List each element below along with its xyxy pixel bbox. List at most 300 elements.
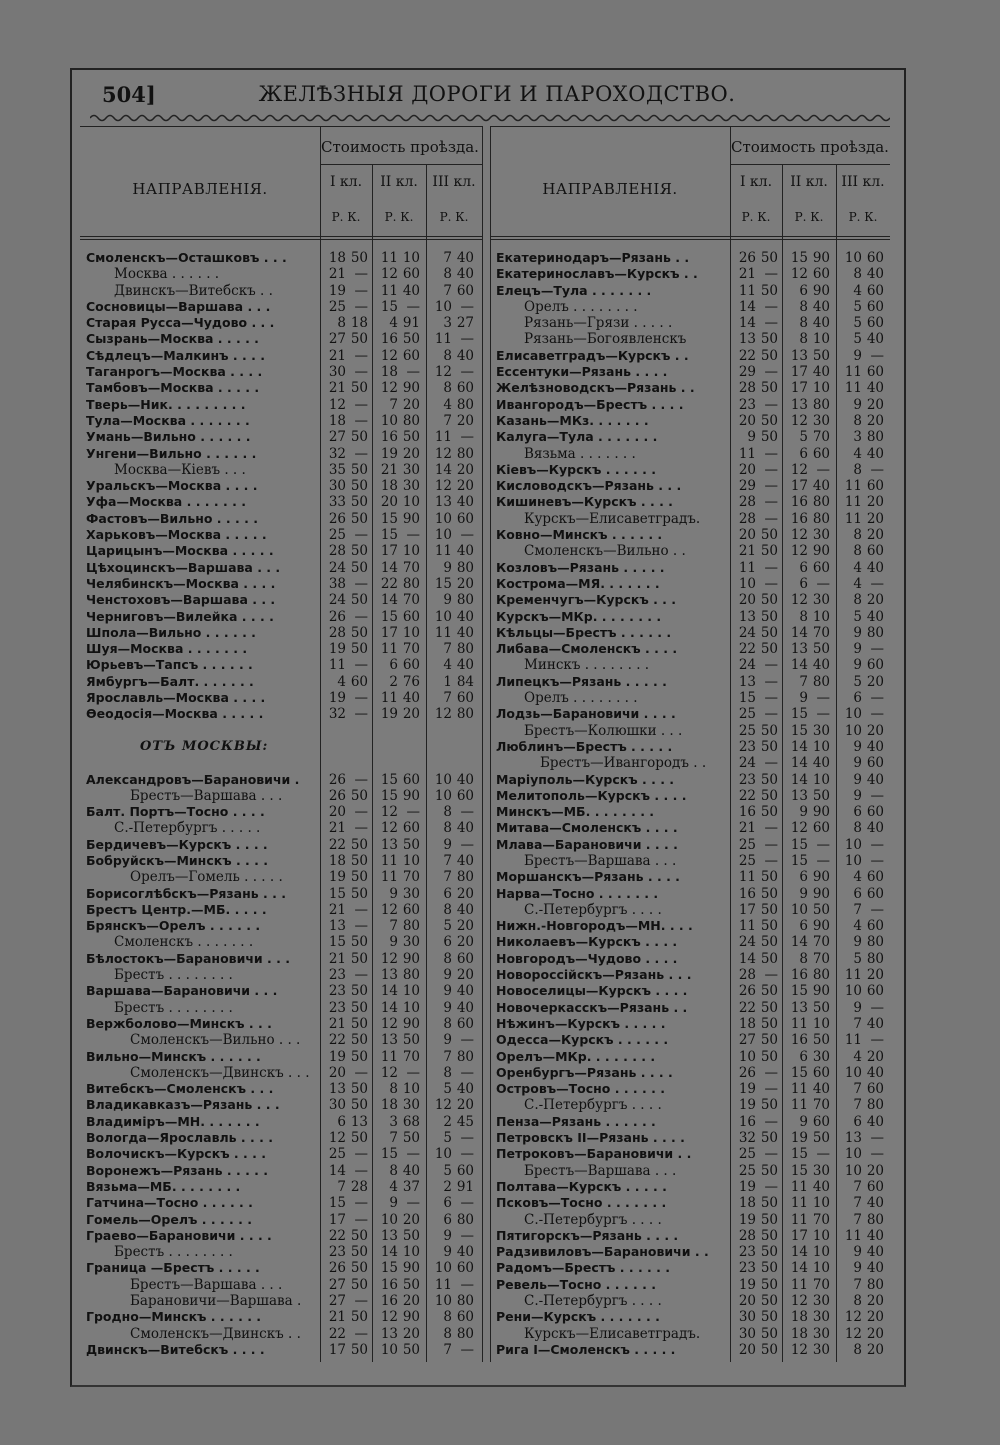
table-row xyxy=(490,1342,890,1358)
rule xyxy=(482,126,483,1362)
table-row xyxy=(490,527,890,543)
fare-kopecks: 40 xyxy=(866,608,884,625)
route-name: Фастовъ—Вильно . . . . . xyxy=(86,510,258,526)
table-row xyxy=(80,788,480,804)
fare-rubles: 9 xyxy=(443,1032,452,1049)
fare-kopecks: 20 xyxy=(866,527,884,544)
table-row xyxy=(80,1081,480,1097)
fare-kopecks: 50 xyxy=(760,527,778,544)
fare-rubles: 11 xyxy=(738,559,756,576)
fare-rubles: 15 xyxy=(790,836,808,853)
page-header xyxy=(102,80,892,110)
route-name: Москва . . . . . . xyxy=(114,266,220,283)
table-row xyxy=(80,364,480,380)
fare-rubles: 15 xyxy=(328,885,346,902)
route-name: Смоленскъ—Двинскъ . . . xyxy=(130,1064,310,1081)
fare-kopecks: 60 xyxy=(866,804,884,821)
fare-kopecks: 40 xyxy=(402,282,420,299)
class1-units: Р. К. xyxy=(331,210,361,224)
fare-rubles: 26 xyxy=(738,250,756,266)
fare-rubles: 9 xyxy=(853,657,862,674)
table-row xyxy=(80,250,480,266)
route-name: Владиміръ—МН. . . . . . . xyxy=(86,1113,260,1129)
fare-kopecks: — xyxy=(354,967,368,984)
fare-kopecks: 50 xyxy=(350,950,368,967)
fare-kopecks: — xyxy=(816,1146,830,1163)
route-name: Царицынъ—Москва . . . . . xyxy=(86,543,274,559)
table-row xyxy=(80,315,480,331)
table-row xyxy=(80,902,480,918)
fare-kopecks: 50 xyxy=(350,1341,368,1358)
route-name: Псковъ—Тосно . . . . . . . xyxy=(496,1195,667,1211)
fare-rubles: 11 xyxy=(738,445,756,462)
fare-kopecks: 50 xyxy=(760,869,778,886)
fare-rubles: 8 xyxy=(853,1341,862,1358)
table-row xyxy=(80,1260,480,1276)
fare-rubles: 10 xyxy=(380,1211,398,1228)
fare-kopecks: — xyxy=(460,1064,474,1081)
table-row xyxy=(490,690,890,706)
table-row xyxy=(80,429,480,445)
fare-rubles: 8 xyxy=(799,315,808,332)
table-row xyxy=(80,739,480,755)
route-name: Ессентуки—Рязань . . . . xyxy=(496,364,668,380)
fare-kopecks: 20 xyxy=(402,445,420,462)
fare-rubles: 12 xyxy=(790,527,808,544)
fare-rubles: 35 xyxy=(328,461,346,478)
table-row xyxy=(490,625,890,641)
fare-rubles: 18 xyxy=(790,1325,808,1342)
fare-rubles: 15 xyxy=(328,934,346,951)
fare-rubles: 4 xyxy=(443,396,452,413)
fare-kopecks: 80 xyxy=(456,559,474,576)
table-row xyxy=(490,755,890,771)
fare-rubles: 25 xyxy=(738,1162,756,1179)
fare-kopecks: 60 xyxy=(866,282,884,299)
fare-rubles: 23 xyxy=(738,396,756,413)
table-row xyxy=(490,1326,890,1342)
route-name: Калуга—Тула . . . . . . . xyxy=(496,429,658,445)
fare-kopecks: 70 xyxy=(812,1276,830,1293)
fare-rubles: 23 xyxy=(328,967,346,984)
fare-kopecks: 70 xyxy=(812,1211,830,1228)
route-name: Барановичи—Варшава . xyxy=(130,1293,302,1309)
fare-rubles: 15 xyxy=(380,771,398,788)
fare-rubles: 11 xyxy=(844,364,862,381)
fare-kopecks: 50 xyxy=(350,592,368,609)
fare-rubles: 15 xyxy=(790,852,808,869)
fare-kopecks: — xyxy=(870,575,884,592)
fare-kopecks: 18 xyxy=(350,315,368,332)
fare-kopecks: 60 xyxy=(866,364,884,381)
class2-header: II кл. xyxy=(380,174,418,190)
fare-rubles: 6 xyxy=(799,1048,808,1065)
fare-rubles: 8 xyxy=(443,950,452,967)
fare-kopecks: 60 xyxy=(456,1015,474,1032)
fare-kopecks: 80 xyxy=(812,510,830,527)
fare-rubles: 8 xyxy=(853,412,862,429)
fare-kopecks: 40 xyxy=(866,738,884,755)
fare-kopecks: 40 xyxy=(866,1064,884,1081)
fare-kopecks: — xyxy=(870,641,884,658)
fare-kopecks: 20 xyxy=(456,885,474,902)
fare-rubles: 30 xyxy=(328,478,346,495)
route-name: Брестъ—Варшава . . . xyxy=(130,787,283,804)
fare-rubles: 24 xyxy=(738,934,756,951)
fare-kopecks: 80 xyxy=(456,396,474,413)
fare-rubles: 6 xyxy=(799,282,808,299)
fare-rubles: 26 xyxy=(328,787,346,804)
fare-rubles: 25 xyxy=(738,722,756,739)
fare-rubles: 7 xyxy=(443,1341,452,1358)
fare-rubles: 14 xyxy=(380,559,398,576)
fare-kopecks: 50 xyxy=(760,1097,778,1114)
route-name: Новгородъ—Чудово . . . . xyxy=(496,950,678,966)
fare-kopecks: — xyxy=(764,396,778,413)
fare-rubles: 24 xyxy=(738,624,756,641)
fare-kopecks: 90 xyxy=(402,787,420,804)
route-name: Моршанскъ—Рязань . . . . xyxy=(496,869,680,885)
table-row xyxy=(80,755,480,771)
fare-rubles: 14 xyxy=(790,934,808,951)
fare-rubles: 7 xyxy=(853,1015,862,1032)
fare-rubles: 10 xyxy=(844,983,862,1000)
fare-rubles: 14 xyxy=(380,983,398,1000)
fare-kopecks: 90 xyxy=(812,804,830,821)
table-row xyxy=(80,772,480,788)
fare-rubles: 20 xyxy=(328,1064,346,1081)
table-row xyxy=(80,641,480,657)
fare-rubles: 10 xyxy=(844,250,862,266)
fare-kopecks: 40 xyxy=(456,250,474,266)
table-row xyxy=(490,1146,890,1162)
fare-kopecks: 40 xyxy=(402,690,420,707)
fare-rubles: 7 xyxy=(443,250,452,266)
fare-kopecks: 40 xyxy=(866,820,884,837)
fare-kopecks: 50 xyxy=(760,429,778,446)
fare-rubles: 22 xyxy=(328,1032,346,1049)
table-row xyxy=(490,266,890,282)
table-row xyxy=(490,1228,890,1244)
fare-kopecks: — xyxy=(764,706,778,723)
class1-units: Р. К. xyxy=(741,210,771,224)
fare-kopecks: 10 xyxy=(812,771,830,788)
cost-header: Стоимость проѣзда. xyxy=(731,138,889,156)
fare-kopecks: 10 xyxy=(812,608,830,625)
fare-kopecks: — xyxy=(460,1130,474,1147)
route-name: Таганрогъ—Москва . . . . xyxy=(86,364,263,380)
fare-rubles: 4 xyxy=(443,657,452,674)
fare-rubles: 30 xyxy=(738,1309,756,1326)
fare-rubles: 2 xyxy=(389,673,398,690)
fare-kopecks: 60 xyxy=(456,1162,474,1179)
fare-kopecks: 13 xyxy=(350,1113,368,1130)
fare-kopecks: 70 xyxy=(812,950,830,967)
fare-rubles: 22 xyxy=(738,999,756,1016)
fare-rubles: 9 xyxy=(853,755,862,772)
fare-rubles: 28 xyxy=(328,624,346,641)
fare-rubles: 22 xyxy=(380,575,398,592)
fare-rubles: 2 xyxy=(443,1113,452,1130)
fare-rubles: 20 xyxy=(380,494,398,511)
fare-kopecks: 60 xyxy=(456,510,474,527)
fare-kopecks: 30 xyxy=(812,412,830,429)
fare-kopecks: — xyxy=(870,836,884,853)
fare-kopecks: — xyxy=(460,298,474,315)
fare-kopecks: 50 xyxy=(760,347,778,364)
fare-kopecks: — xyxy=(354,412,368,429)
route-name: Орелъ . . . . . . . . xyxy=(524,690,638,707)
fare-rubles: 18 xyxy=(738,1195,756,1212)
fare-kopecks: 40 xyxy=(812,315,830,332)
route-name: Ченстоховъ—Варшава . . . xyxy=(86,592,276,608)
route-name: Двинскъ—Витебскъ . . . . xyxy=(86,1341,265,1357)
fare-kopecks: — xyxy=(764,967,778,984)
fare-kopecks: — xyxy=(764,852,778,869)
fare-rubles: 20 xyxy=(738,461,756,478)
fare-kopecks: — xyxy=(764,820,778,837)
route-name: Черниговъ—Вилейка . . . . xyxy=(86,608,274,624)
fare-rubles: 16 xyxy=(790,510,808,527)
table-row xyxy=(490,462,890,478)
fare-kopecks: 10 xyxy=(402,624,420,641)
table-row xyxy=(490,886,890,902)
fare-kopecks: — xyxy=(764,364,778,381)
route-name: Новороссійскъ—Рязань . . . xyxy=(496,967,692,983)
fare-kopecks: — xyxy=(354,396,368,413)
fare-rubles: 10 xyxy=(434,1146,452,1163)
fare-rubles: 13 xyxy=(738,673,756,690)
fare-rubles: 24 xyxy=(328,592,346,609)
fare-rubles: 9 xyxy=(853,347,862,364)
fare-kopecks: 50 xyxy=(760,787,778,804)
fare-kopecks: 30 xyxy=(402,478,420,495)
fare-kopecks: 40 xyxy=(866,559,884,576)
route-name: Юрьевъ—Тапсъ . . . . . . xyxy=(86,657,253,673)
fare-kopecks: 50 xyxy=(402,331,420,348)
fare-rubles: 10 xyxy=(434,1293,452,1309)
fare-rubles: 11 xyxy=(844,494,862,511)
route-name: Ѳеодосія—Москва . . . . . xyxy=(86,706,264,722)
page-number: 504] xyxy=(102,82,156,107)
fare-kopecks: 50 xyxy=(350,1097,368,1114)
fare-kopecks: 80 xyxy=(456,706,474,723)
fare-rubles: 24 xyxy=(738,657,756,674)
route-name: Тула—Москва . . . . . . . xyxy=(86,412,250,428)
table-row xyxy=(80,983,480,999)
fare-kopecks: — xyxy=(460,1195,474,1212)
fare-kopecks: — xyxy=(460,804,474,821)
fare-rubles: 12 xyxy=(844,1309,862,1326)
fare-kopecks: — xyxy=(406,364,420,381)
fare-kopecks: 20 xyxy=(866,1293,884,1309)
fare-rubles: 12 xyxy=(790,412,808,429)
fare-kopecks: 10 xyxy=(402,999,420,1016)
fare-rubles: 14 xyxy=(380,1244,398,1261)
fare-rubles: 13 xyxy=(380,1227,398,1244)
fare-rubles: 6 xyxy=(853,804,862,821)
fare-rubles: 6 xyxy=(389,657,398,674)
fare-rubles: 12 xyxy=(380,1064,398,1081)
fare-rubles: 18 xyxy=(790,1309,808,1326)
table-row xyxy=(490,853,890,869)
fare-kopecks: 60 xyxy=(456,690,474,707)
table-row xyxy=(490,1195,890,1211)
fare-kopecks: 40 xyxy=(456,983,474,1000)
fare-rubles: 21 xyxy=(738,543,756,560)
fare-kopecks: 80 xyxy=(866,429,884,446)
fare-rubles: 7 xyxy=(799,673,808,690)
fare-kopecks: 27 xyxy=(456,315,474,332)
fare-rubles: 19 xyxy=(328,690,346,707)
route-name: Вержболово—Минскъ . . . xyxy=(86,1015,272,1031)
fare-kopecks: 50 xyxy=(760,282,778,299)
route-name: Брестъ Центр.—МБ. . . . . xyxy=(86,901,267,917)
fare-rubles: 11 xyxy=(380,869,398,886)
fare-kopecks: — xyxy=(354,1162,368,1179)
fare-rubles: 3 xyxy=(853,429,862,446)
fare-rubles: 21 xyxy=(328,380,346,397)
route-name: Брестъ—Варшава . . . xyxy=(524,1162,677,1179)
fare-rubles: 12 xyxy=(380,950,398,967)
fare-kopecks: 10 xyxy=(402,250,420,266)
fare-kopecks: 60 xyxy=(866,250,884,266)
fare-kopecks: 50 xyxy=(402,836,420,853)
fare-rubles: 8 xyxy=(853,266,862,283)
route-name: Екатеринославъ—Курскъ . . xyxy=(496,266,698,282)
route-name: Вильно—Минскъ . . . . . . xyxy=(86,1048,261,1064)
fare-rubles: 8 xyxy=(853,543,862,560)
fare-kopecks: 10 xyxy=(402,1244,420,1261)
fare-kopecks: — xyxy=(460,1032,474,1049)
fare-kopecks: 20 xyxy=(866,412,884,429)
fare-rubles: 7 xyxy=(853,1211,862,1228)
fare-kopecks: 10 xyxy=(402,1081,420,1098)
table-row xyxy=(80,446,480,462)
fare-rubles: 25 xyxy=(328,1146,346,1163)
fare-rubles: 10 xyxy=(844,1146,862,1163)
table-row xyxy=(80,1146,480,1162)
fare-kopecks: 30 xyxy=(402,885,420,902)
fare-kopecks: 90 xyxy=(402,1309,420,1326)
fare-rubles: 6 xyxy=(443,1211,452,1228)
fare-kopecks: — xyxy=(406,1146,420,1163)
fare-rubles: 16 xyxy=(790,494,808,511)
fare-rubles: 20 xyxy=(738,412,756,429)
fare-rubles: 19 xyxy=(328,282,346,299)
rule xyxy=(490,239,890,240)
table-row xyxy=(490,1016,890,1032)
fare-kopecks: 80 xyxy=(866,1097,884,1114)
fare-kopecks: 20 xyxy=(402,1293,420,1309)
fare-rubles: 23 xyxy=(738,771,756,788)
fare-kopecks: 40 xyxy=(812,755,830,772)
table-row xyxy=(490,283,890,299)
fare-kopecks: 60 xyxy=(456,950,474,967)
fare-rubles: 25 xyxy=(738,1146,756,1163)
fare-rubles: 9 xyxy=(799,690,808,707)
fare-rubles: 14 xyxy=(790,771,808,788)
fare-rubles: 19 xyxy=(380,706,398,723)
fare-rubles: 10 xyxy=(434,771,452,788)
fare-rubles: 11 xyxy=(738,869,756,886)
table-row xyxy=(80,690,480,706)
fare-kopecks: — xyxy=(764,315,778,332)
fare-rubles: 8 xyxy=(799,331,808,348)
fare-rubles: 18 xyxy=(380,364,398,381)
cost-header: Стоимость проѣзда. xyxy=(321,138,479,156)
fare-rubles: 21 xyxy=(328,347,346,364)
route-name: Кременчугъ—Курскъ . . . xyxy=(496,592,677,608)
table-row xyxy=(490,983,890,999)
fare-rubles: 19 xyxy=(738,1178,756,1195)
fare-rubles: 20 xyxy=(328,804,346,821)
table-row xyxy=(490,869,890,885)
route-name: Кишиневъ—Курскъ . . . . xyxy=(496,494,673,510)
fare-rubles: 22 xyxy=(738,641,756,658)
table-row xyxy=(80,1244,480,1260)
fare-kopecks: 70 xyxy=(402,1048,420,1065)
route-name: Оренбургъ—Рязань . . . . xyxy=(496,1064,673,1080)
route-name: Орелъ . . . . . . . . xyxy=(524,298,638,315)
fare-kopecks: 20 xyxy=(402,1211,420,1228)
route-name: Ревель—Тосно . . . . . . xyxy=(496,1276,656,1292)
route-name: Пенза—Рязань . . . . . . xyxy=(496,1113,656,1129)
fare-kopecks: 50 xyxy=(760,934,778,951)
fare-kopecks: 20 xyxy=(866,967,884,984)
fare-kopecks: 80 xyxy=(456,1325,474,1342)
fare-rubles: 11 xyxy=(790,1081,808,1098)
route-name: Нижн.-Новгородъ—МН. . . . xyxy=(496,918,693,934)
fare-kopecks: 60 xyxy=(402,657,420,674)
fare-kopecks: 30 xyxy=(812,1048,830,1065)
table-row xyxy=(80,576,480,592)
fare-rubles: 10 xyxy=(738,1048,756,1065)
fare-rubles: 4 xyxy=(853,918,862,935)
fare-rubles: 8 xyxy=(337,315,346,332)
table-row xyxy=(80,609,480,625)
fare-kopecks: 40 xyxy=(812,657,830,674)
table-row xyxy=(80,511,480,527)
fare-rubles: 12 xyxy=(434,1097,452,1114)
fare-kopecks: — xyxy=(870,706,884,723)
fare-kopecks: 30 xyxy=(402,934,420,951)
fare-kopecks: 50 xyxy=(350,836,368,853)
fare-kopecks: 50 xyxy=(760,738,778,755)
fare-rubles: 19 xyxy=(380,445,398,462)
route-name: Люблинъ—Брестъ . . . . . xyxy=(496,738,673,754)
fare-rubles: 23 xyxy=(738,738,756,755)
fare-kopecks: 40 xyxy=(456,999,474,1016)
fare-kopecks: 50 xyxy=(760,1244,778,1261)
fare-kopecks: 50 xyxy=(812,901,830,918)
fare-rubles: 25 xyxy=(738,706,756,723)
fare-rubles: 13 xyxy=(380,967,398,984)
table-row xyxy=(80,266,480,282)
fare-rubles: 7 xyxy=(853,901,862,918)
class1-header: I кл. xyxy=(329,174,363,190)
table-row xyxy=(80,478,480,494)
fare-rubles: 8 xyxy=(443,266,452,283)
fare-rubles: 18 xyxy=(328,250,346,266)
route-name: С.-Петербургъ . . . . xyxy=(524,1293,662,1309)
fare-rubles: 16 xyxy=(380,1293,398,1309)
route-name: Курскъ—МКр. . . . . . . . xyxy=(496,608,662,624)
fare-rubles: 15 xyxy=(380,1260,398,1277)
fare-rubles: 16 xyxy=(790,1032,808,1049)
fare-kopecks: 20 xyxy=(402,396,420,413)
fare-kopecks: 10 xyxy=(402,852,420,869)
